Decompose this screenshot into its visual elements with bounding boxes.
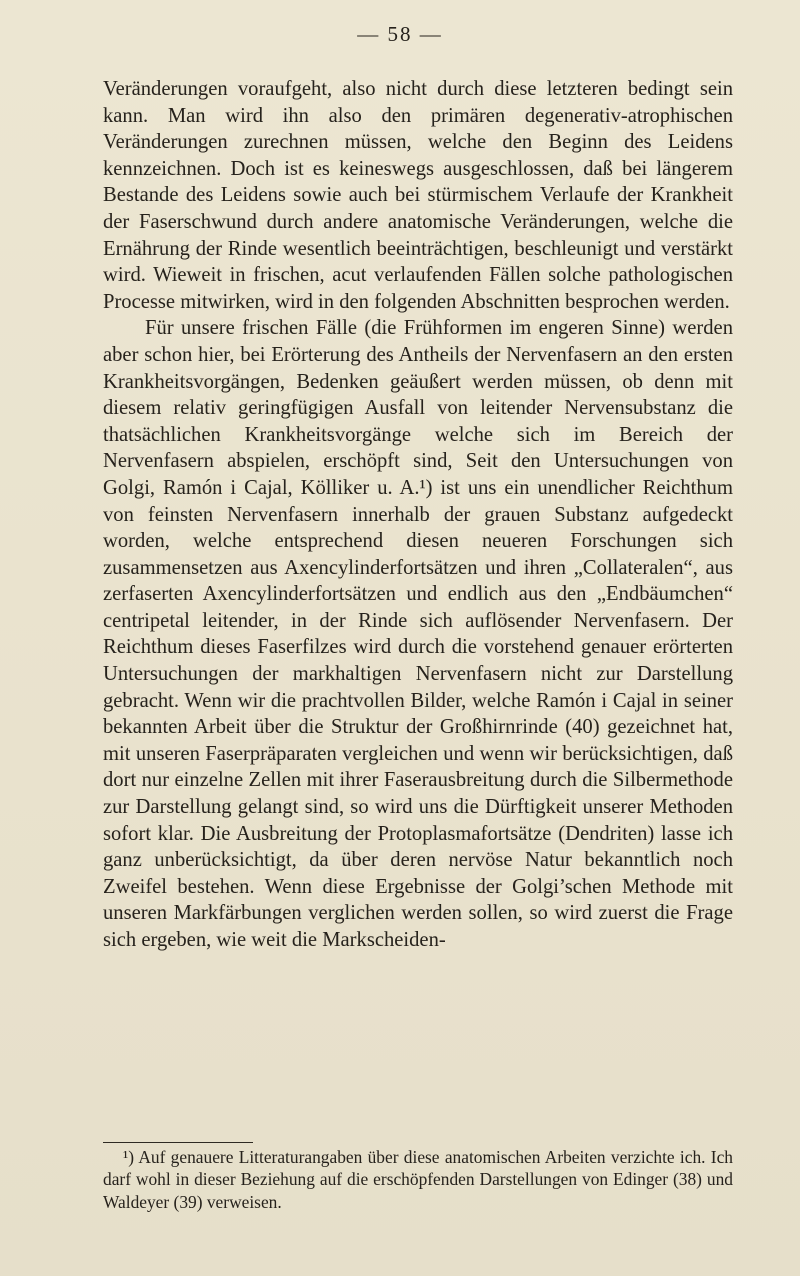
body-text [103, 76, 733, 954]
paragraph-2: Für unsere frischen Fälle (die Frühformen im engeren Sinne) werden aber schon hier, bei Erörterung des Antheils der Nervenfasern an den ersten Krankheitsvorgängen, Bedenken geäußert werden müssen, ob denn mit diesem relativ geringfügigen Ausfall von leitender Nervensubstanz die thatsächlichen Krankheitsvorgänge welche sich im Bereich der Nervenfasern abspielen, erschöpft sind, Seit den Untersuchungen von Golgi, Ramón i Cajal, Kölliker u. A.¹) ist uns ein unendlicher Reichthum von feinsten Nervenfasern innerhalb der grauen Substanz aufgedeckt worden, welche entsprechend diesen neueren Forschungen sich zusammensetzen aus Axencylinderfortsätzen und ihren „Collateralen“, aus zerfaserten Axencylinderfortsätzen und endlich aus den „Endbäumchen“ centripetal leitender, in der Rinde sich auflösender Nervenfasern. Der Reichthum dieses Faserfilzes wird durch die vorstehend genauer erörterten Untersuchungen der markhaltigen Nervenfasern nicht zur Darstellung gebracht. Wenn wir die prachtvollen Bilder, welche Ramón i Cajal in seiner bekannten Arbeit über die Struktur der Großhirnrinde (40) gezeichnet hat, mit unseren Faserpräparaten vergleichen und wenn wir berücksichtigen, daß dort nur einzelne Zellen mit ihrer Faserausbreitung durch die Silbermethode zur Darstellung gelangt sind, so wird uns die Dürftigkeit unserer Methoden sofort klar. Die Ausbreitung der Protoplasmafortsätze (Dendriten) lasse ich ganz unberücksichtigt, da über deren nervöse Natur bekanntlich noch Zweifel bestehen. Wenn diese Ergebnisse der Golgi’schen Methode mit unseren Markfärbungen verglichen werden sollen, so wird zuerst die Frage sich ergeben, wie weit die Markscheiden- [103, 317, 733, 951]
footnote: ¹) Auf genauere Litteraturangaben über diese anatomischen Arbeiten verzichte ich. Ich darf wohl in dieser Beziehung auf die erschöpfenden Darstellungen von Edinger (38) und Waldeyer (39) verweisen. [103, 1147, 733, 1212]
page-number: — 58 — [357, 22, 443, 46]
paragraph-1: Veränderungen voraufgeht, also nicht durch diese letzteren bedingt sein kann. Man wird ihn also den primären degenerativ-atrophischen Veränderungen zurechnen müssen, welche den Beginn des Leidens kennzeichnen. Doch ist es keineswegs ausgeschlossen, daß bei längerem Bestande des Leidens sowie auch bei stürmischem Verlaufe der Krankheit der Faserschwund durch andere anatomische Veränderungen, welche die Ernährung der Rinde wesentlich beeinträchtigen, beschleunigt und verstärkt wird. Wieweit in frischen, acut verlaufenden Fällen solche pathologischen Processe mitwirken, wird in den folgenden Abschnitten besprochen werden. [103, 78, 733, 313]
footnote-divider [103, 1142, 253, 1143]
